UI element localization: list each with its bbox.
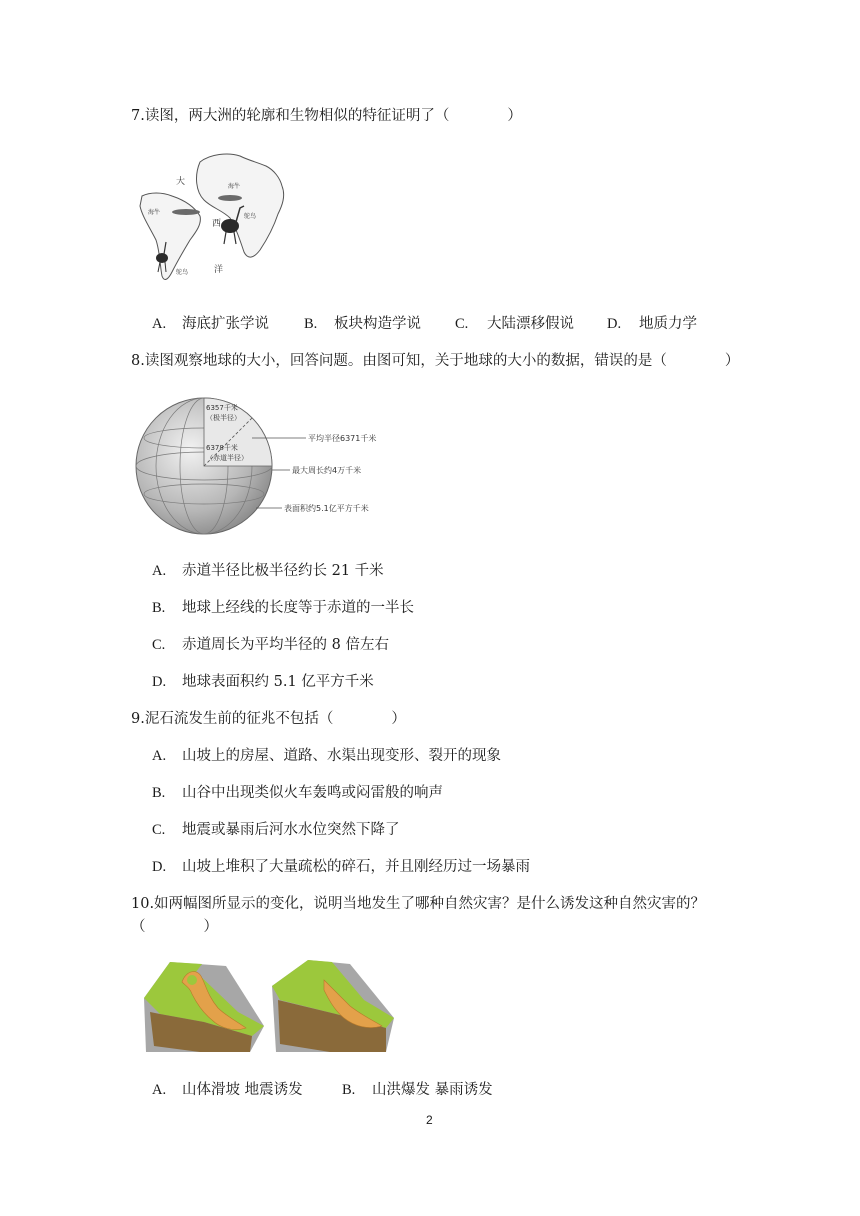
option-text: 山体滑坡 地震诱发 (182, 1082, 303, 1098)
option-text: 山坡上堆积了大量疏松的碎石，并且刚经历过一场暴雨 (182, 859, 530, 875)
ocean-label-1: 大 (176, 177, 186, 187)
polar-radius-name: （极半径） (206, 414, 241, 422)
question-10-blank: （ ） (131, 919, 218, 935)
option-letter: C. (455, 316, 469, 332)
option-letter: C. (152, 822, 166, 838)
option-letter: B. (342, 1082, 356, 1098)
polar-radius-value: 6357千米 (206, 404, 238, 412)
option-text: 山洪爆发 暴雨诱发 (372, 1082, 493, 1098)
q7-option-b[interactable] (304, 314, 421, 334)
option-letter: D. (607, 316, 622, 332)
option-text: 山谷中出现类似火车轰鸣或闷雷般的响声 (182, 785, 443, 801)
q7-option-d[interactable] (607, 314, 697, 334)
mean-radius-label: 平均半径6371千米 (308, 434, 377, 443)
circumference-label: 最大周长约4万千米 (292, 466, 362, 475)
option-letter: A. (152, 316, 167, 332)
option-letter: B. (304, 316, 318, 332)
option-text: 山坡上的房屋、道路、水渠出现变形、裂开的现象 (182, 748, 501, 764)
q8-option-b[interactable] (152, 598, 414, 618)
q10-option-a[interactable] (152, 1080, 303, 1100)
option-letter: B. (152, 785, 166, 801)
equatorial-radius-name: （赤道半径） (206, 454, 248, 462)
q9-option-d[interactable] (152, 857, 530, 877)
option-text: 板块构造学说 (334, 316, 421, 332)
ostrich-label-africa: 鸵鸟 (244, 213, 257, 220)
q7-option-c[interactable] (455, 314, 574, 334)
option-text: 海底扩张学说 (182, 316, 269, 332)
option-letter: D. (152, 859, 167, 875)
question-8-stem: 8.读图观察地球的大小，回答问题。由图可知，关于地球的大小的数据，错误的是（ ） (131, 353, 740, 369)
question-7-stem: 7.读图，两大洲的轮廓和生物相似的特征证明了（ ） (131, 108, 522, 124)
option-text: 赤道半径比极半径约长 21 千米 (182, 563, 384, 579)
option-text: 大陆漂移假说 (487, 316, 574, 332)
option-letter: A. (152, 748, 167, 764)
q9-option-b[interactable] (152, 783, 443, 803)
question-9-stem: 9.泥石流发生前的征兆不包括（ ） (131, 711, 406, 727)
q10-option-b[interactable] (342, 1080, 493, 1100)
manatee-label-america: 海牛 (148, 209, 161, 216)
continents-map-figure (136, 148, 296, 284)
option-text: 地球上经线的长度等于赤道的一半长 (182, 600, 414, 616)
option-text: 赤道周长为平均半径的 8 倍左右 (182, 637, 389, 653)
q9-option-a[interactable] (152, 746, 501, 766)
ocean-label-3: 洋 (214, 265, 224, 275)
question-10-stem: 10.如两幅图所显示的变化，说明当地发生了哪种自然灾害？是什么诱发这种自然灾害的？ (131, 896, 706, 912)
ocean-label-2: 西 (212, 219, 222, 229)
earth-size-figure (134, 394, 384, 538)
ostrich-label-america: 鸵鸟 (176, 269, 189, 276)
option-letter: D. (152, 674, 167, 690)
equatorial-radius-value: 6378千米 (206, 444, 238, 452)
q8-option-a[interactable] (152, 561, 384, 581)
africa-outline (197, 154, 284, 257)
option-text: 地质力学 (639, 316, 697, 332)
surface-area-label: 表面积约5.1亿平方千米 (284, 504, 369, 513)
landslide-after-figure (270, 956, 395, 1054)
q8-option-d[interactable] (152, 672, 374, 692)
option-text: 地震或暴雨后河水水位突然下降了 (182, 822, 400, 838)
q9-option-c[interactable] (152, 820, 400, 840)
option-letter: A. (152, 563, 167, 579)
option-letter: C. (152, 637, 166, 653)
manatee-icon (218, 195, 242, 201)
manatee-label-africa: 海牛 (228, 183, 241, 190)
south-america-outline (140, 193, 200, 279)
q7-option-a[interactable] (152, 314, 269, 334)
q8-option-c[interactable] (152, 635, 389, 655)
option-letter: A. (152, 1082, 167, 1098)
page-number: 2 (426, 1113, 433, 1127)
manatee-icon (172, 209, 200, 215)
landslide-before-figure (140, 956, 265, 1054)
option-text: 地球表面积约 5.1 亿平方千米 (182, 674, 374, 690)
option-letter: B. (152, 600, 166, 616)
